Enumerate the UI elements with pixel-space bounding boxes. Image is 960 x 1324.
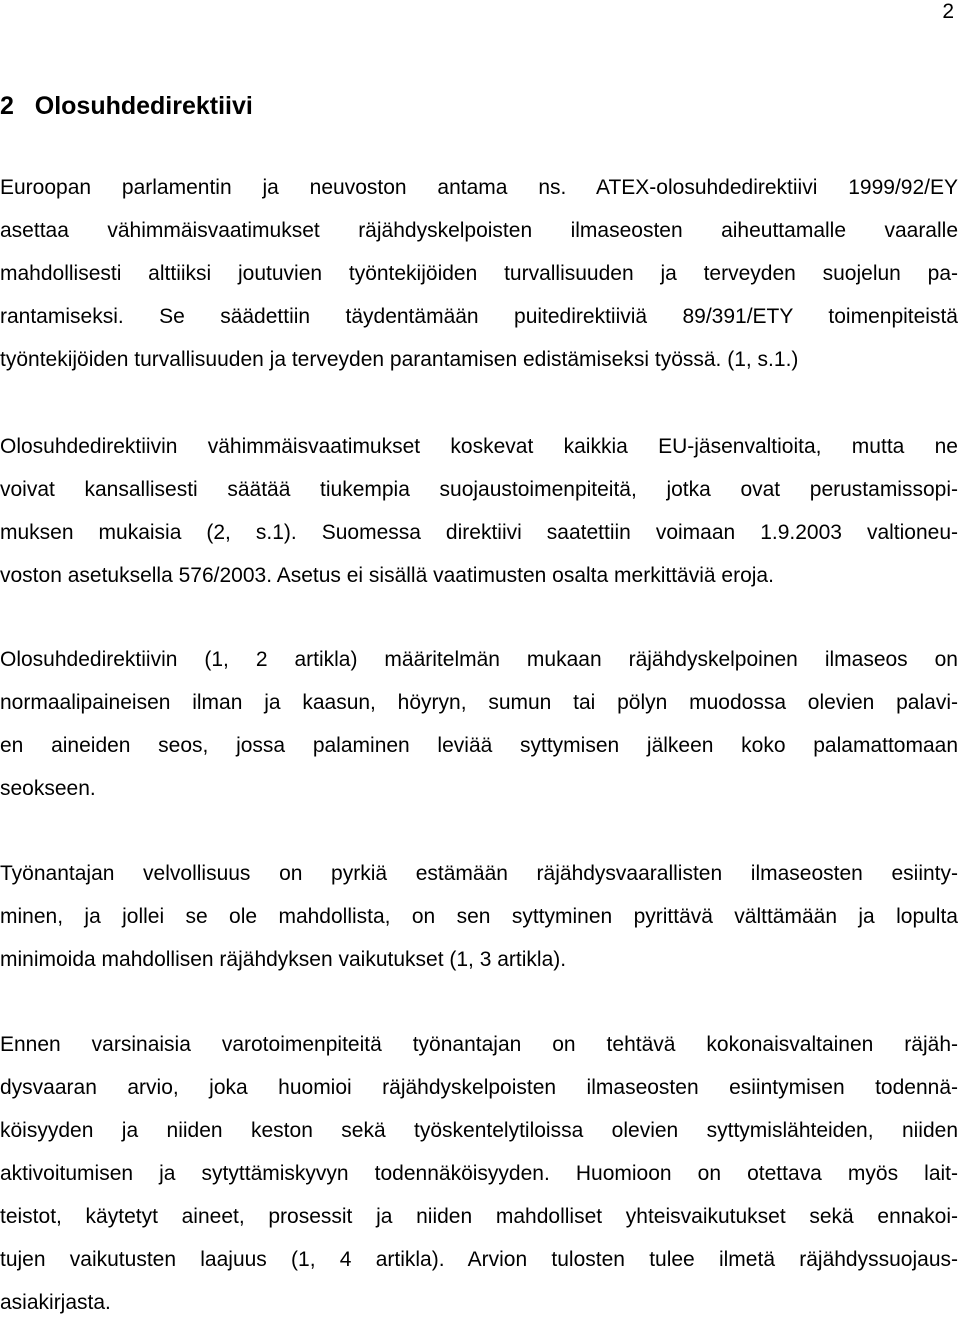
text-line: tujen vaikutusten laajuus (1, 4 artikla). Arvion tulosten tulee ilmetä räjähdyssuojaus-: [0, 1248, 958, 1271]
paragraph-risk-assessment: [0, 1023, 958, 1324]
text-line: rantamiseksi. Se säädettiin täydentämään puitedirektiiviä 89/391/ETY toimenpiteistä: [0, 305, 958, 328]
text-line: muksen mukaisia (2, s.1). Suomessa direktiivi saatettiin voimaan 1.9.2003 valtioneu-: [0, 521, 958, 544]
text-line: köisyyden ja niiden keston sekä työskentelytiloissa olevien syttymislähteiden, niiden: [0, 1119, 958, 1142]
paragraph-employer-obligation: [0, 852, 958, 981]
text-line: mahdollisesti alttiiksi joutuvien työntekijöiden turvallisuuden ja terveyden suojelun pa-: [0, 262, 958, 285]
text-line: Olosuhdedirektiivin vähimmäisvaatimukset koskevat kaikkia EU-jäsenvaltioita, mutta ne: [0, 435, 958, 458]
text-line: dysvaaran arvio, joka huomioi räjähdyskelpoisten ilmaseosten esiintymisen todennä-: [0, 1076, 958, 1099]
text-line: teistot, käytetyt aineet, prosessit ja niiden mahdolliset yhteisvaikutukset sekä ennakoi-: [0, 1205, 958, 1228]
text-line: työntekijöiden turvallisuuden ja terveyden parantamisen edistämiseksi työssä. (1, s.1.): [0, 348, 799, 371]
text-line: asettaa vähimmäisvaatimukset räjähdyskelpoisten ilmaseosten aiheuttamalle vaaralle: [0, 219, 958, 242]
text-line: asiakirjasta.: [0, 1291, 111, 1314]
section-title: Olosuhdedirektiivi: [34, 92, 253, 120]
text-line: minimoida mahdollisen räjähdyksen vaikutukset (1, 3 artikla).: [0, 948, 567, 971]
paragraph-definition: [0, 638, 958, 810]
text-line: aktivoitumisen ja sytyttämiskyvyn todennäköisyyden. Huomioon on otettava myös lait-: [0, 1162, 958, 1185]
text-line: en aineiden seos, jossa palaminen leviää syttymisen jälkeen koko palamattomaan: [0, 734, 958, 757]
text-line: Työnantajan velvollisuus on pyrkiä estämään räjähdysvaarallisten ilmaseosten esiinty-: [0, 862, 958, 885]
paragraph-minimum-requirements: [0, 425, 958, 597]
text-line: Euroopan parlamentin ja neuvoston antama ns. ATEX-olosuhdedirektiivi 1999/92/EY: [0, 176, 958, 199]
section-heading: [0, 90, 253, 122]
text-line: normaalipaineisen ilman ja kaasun, höyryn, sumun tai pölyn muodossa olevien palavi-: [0, 691, 958, 714]
paragraph-atex-intro: [0, 166, 958, 381]
text-line: Ennen varsinaisia varotoimenpiteitä työnantajan on tehtävä kokonaisvaltainen räjäh-: [0, 1033, 958, 1056]
text-line: seokseen.: [0, 777, 96, 800]
text-line: voston asetuksella 576/2003. Asetus ei sisällä vaatimusten osalta merkittäviä eroja.: [0, 564, 774, 587]
section-number: 2: [0, 92, 14, 120]
text-line: minen, ja jollei se ole mahdollista, on sen syttyminen pyrittävä välttämään ja lopulta: [0, 905, 958, 928]
text-line: Olosuhdedirektiivin (1, 2 artikla) määritelmän mukaan räjähdyskelpoinen ilmaseos on: [0, 648, 958, 671]
text-line: voivat kansallisesti säätää tiukempia suojaustoimenpiteitä, jotka ovat perustamissopi-: [0, 478, 958, 501]
page-number: 2: [942, 0, 954, 23]
